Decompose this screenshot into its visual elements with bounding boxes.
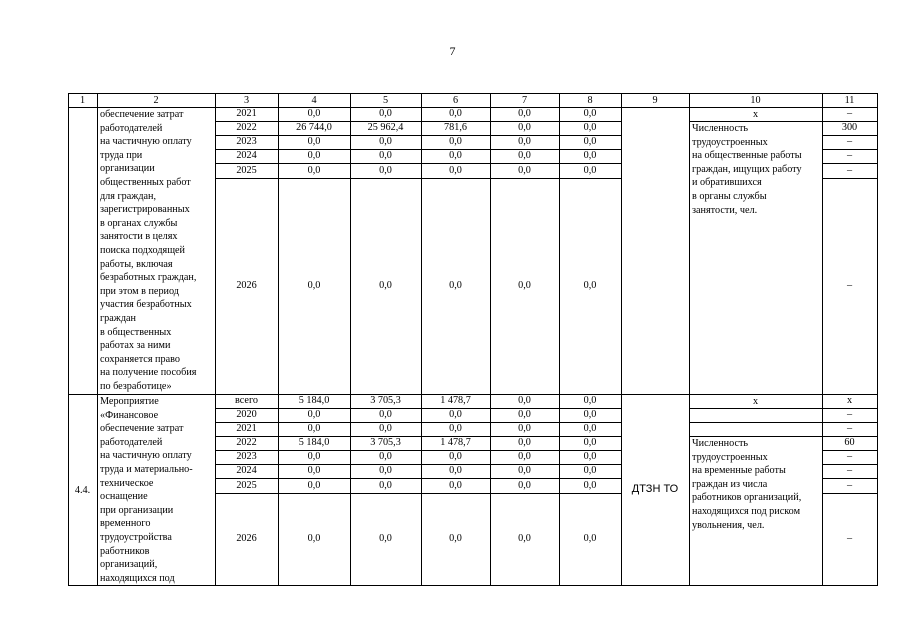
year-cell: 2025 <box>236 479 257 491</box>
value-cell: 0,0 <box>518 122 531 134</box>
indicator-x-cell: х <box>752 396 759 407</box>
year-cell: 2026 <box>236 533 257 545</box>
column-header: 10 <box>750 95 761 106</box>
column-header: 2 <box>153 95 159 106</box>
year-cell: 2024 <box>236 465 257 477</box>
value-cell: 0,0 <box>379 136 392 148</box>
value-cell: 0,0 <box>379 423 392 435</box>
indicator-text: Численность трудоустроенных на общественные работы граждан, ищущих работу и обратившихся в органы службы занятости, чел. <box>692 123 802 216</box>
value-cell: 0,0 <box>583 437 597 449</box>
value-cell: 0,0 <box>583 150 597 162</box>
value-cell: 0,0 <box>379 108 392 120</box>
value-cell: 0,0 <box>449 423 462 435</box>
row-rule <box>215 493 621 494</box>
indicator-value-cell: – <box>846 451 853 463</box>
indicator-value-cell: – <box>846 136 853 148</box>
indicator-value-cell: – <box>846 479 853 491</box>
column-header: 4 <box>311 95 317 106</box>
value-cell: 0,0 <box>379 479 392 491</box>
value-cell: 0,0 <box>583 395 597 407</box>
value-cell: 0,0 <box>583 479 597 491</box>
value-cell: 0,0 <box>518 280 531 292</box>
value-cell: 0,0 <box>307 164 321 176</box>
value-cell: 0,0 <box>449 479 462 491</box>
column-rule <box>877 93 878 586</box>
executor-cell: ДТЗН ТО <box>631 483 679 495</box>
column-header: 9 <box>652 95 658 106</box>
value-cell: 0,0 <box>583 451 597 463</box>
indicator-value-cell: – <box>846 108 853 120</box>
value-cell: 0,0 <box>307 533 321 545</box>
value-cell: 0,0 <box>379 533 392 545</box>
value-cell: 0,0 <box>449 451 462 463</box>
value-cell: 0,0 <box>307 451 321 463</box>
year-cell: 2023 <box>236 136 257 148</box>
value-cell: 0,0 <box>379 280 392 292</box>
row-rule <box>215 178 621 179</box>
value-cell: 0,0 <box>307 150 321 162</box>
value-cell: 3 705,3 <box>370 395 401 407</box>
column-header: 7 <box>521 95 528 106</box>
indicator-value-cell: 300 <box>841 122 858 134</box>
indicator-value-cell: – <box>846 409 853 421</box>
value-cell: 1 478,7 <box>440 395 471 407</box>
indicator-value-cell: – <box>846 280 853 292</box>
value-cell: 0,0 <box>307 280 321 292</box>
value-cell: 0,0 <box>518 164 531 176</box>
value-cell: 0,0 <box>307 409 321 421</box>
activity-description: обеспечение затрат работодателей на частичную оплату труда при организации общественных работ для граждан, зарегистрированных в органах службы занятости в целях поиска подходящей работы, включая безработных граждан, при этом в период участия безработных граждан в общественных работах за ними сохраняется право на получение пособия по безработице» <box>100 109 197 392</box>
value-cell: 0,0 <box>449 164 462 176</box>
value-cell: 0,0 <box>518 437 531 449</box>
value-cell: 0,0 <box>583 122 597 134</box>
value-cell: 0,0 <box>518 108 531 120</box>
value-cell: 0,0 <box>379 465 392 477</box>
value-cell: 1 478,7 <box>440 437 471 449</box>
year-cell: 2022 <box>236 437 257 449</box>
value-cell: 0,0 <box>583 164 597 176</box>
value-cell: 0,0 <box>449 409 462 421</box>
value-cell: 0,0 <box>449 136 462 148</box>
column-header: 8 <box>587 95 593 106</box>
year-cell: 2023 <box>236 451 257 463</box>
value-cell: 25 962,4 <box>367 122 404 134</box>
indicator-rule <box>689 422 822 423</box>
value-cell: 5 184,0 <box>298 395 330 407</box>
value-cell: 0,0 <box>307 479 321 491</box>
column-rule <box>97 93 98 586</box>
year-cell: 2024 <box>236 150 257 162</box>
value-cell: 3 705,3 <box>370 437 401 449</box>
activity-description: Мероприятие «Финансовое обеспечение затрат работодателей на частичную оплату труда и материально- техническое оснащение при организации временного трудоустройства работников организаций, находящихся под <box>100 396 193 584</box>
year-cell: 2022 <box>236 122 257 134</box>
value-cell: 0,0 <box>307 108 321 120</box>
indicator-value-cell: – <box>846 533 853 545</box>
value-cell: 0,0 <box>307 465 321 477</box>
value-cell: 0,0 <box>583 465 597 477</box>
value-cell: 0,0 <box>449 108 462 120</box>
value-cell: 0,0 <box>379 164 392 176</box>
value-cell: 0,0 <box>583 280 597 292</box>
value-cell: 0,0 <box>583 423 597 435</box>
column-header: 1 <box>79 95 86 106</box>
row-rule <box>822 178 877 179</box>
value-cell: 0,0 <box>518 479 531 491</box>
value-cell: 0,0 <box>583 409 597 421</box>
year-cell: 2025 <box>236 164 257 176</box>
value-cell: 5 184,0 <box>298 437 330 449</box>
value-cell: 0,0 <box>583 533 597 545</box>
value-cell: 0,0 <box>518 395 531 407</box>
value-cell: 0,0 <box>379 451 392 463</box>
column-header: 6 <box>452 95 459 106</box>
indicator-value-cell: – <box>846 423 853 435</box>
value-cell: 0,0 <box>307 136 321 148</box>
value-cell: 0,0 <box>583 108 597 120</box>
value-cell: 0,0 <box>379 150 392 162</box>
value-cell: 0,0 <box>307 423 321 435</box>
page-number: 7 <box>449 44 456 58</box>
value-cell: 0,0 <box>518 136 531 148</box>
column-header: 11 <box>844 95 855 106</box>
indicator-value-cell: х <box>846 395 853 407</box>
indicator-x-cell: х <box>752 109 759 120</box>
value-cell: 0,0 <box>518 423 531 435</box>
year-cell: 2026 <box>236 280 257 292</box>
value-cell: 0,0 <box>518 533 531 545</box>
value-cell: 26 744,0 <box>296 122 332 134</box>
year-cell: 2021 <box>236 108 257 120</box>
value-cell: 0,0 <box>449 533 462 545</box>
column-rule <box>68 93 69 586</box>
indicator-value-cell: – <box>846 465 853 477</box>
value-cell: 0,0 <box>379 409 392 421</box>
column-rule <box>621 93 622 586</box>
column-rule <box>689 93 690 586</box>
value-cell: 0,0 <box>518 451 531 463</box>
indicator-value-cell: – <box>846 164 853 176</box>
year-cell: 2021 <box>236 423 257 435</box>
value-cell: 0,0 <box>449 150 462 162</box>
value-cell: 0,0 <box>583 136 597 148</box>
row-rule <box>822 493 877 494</box>
value-cell: 781,6 <box>444 122 467 134</box>
value-cell: 0,0 <box>518 465 531 477</box>
value-cell: 0,0 <box>518 150 531 162</box>
value-cell: 0,0 <box>518 409 531 421</box>
year-cell: 2020 <box>236 409 257 421</box>
indicator-text: Численность трудоустроенных на временные работы граждан из числа работников организаций, находящихся под риском увольнения, чел. <box>692 438 802 531</box>
activity-number: 4.4. <box>74 485 91 496</box>
year-cell: всего <box>235 395 258 407</box>
indicator-value-cell: – <box>846 150 853 162</box>
column-header: 3 <box>243 95 250 106</box>
value-cell: 0,0 <box>449 280 462 292</box>
column-header: 5 <box>382 95 389 106</box>
indicator-value-cell: 60 <box>844 437 855 449</box>
value-cell: 0,0 <box>449 465 462 477</box>
